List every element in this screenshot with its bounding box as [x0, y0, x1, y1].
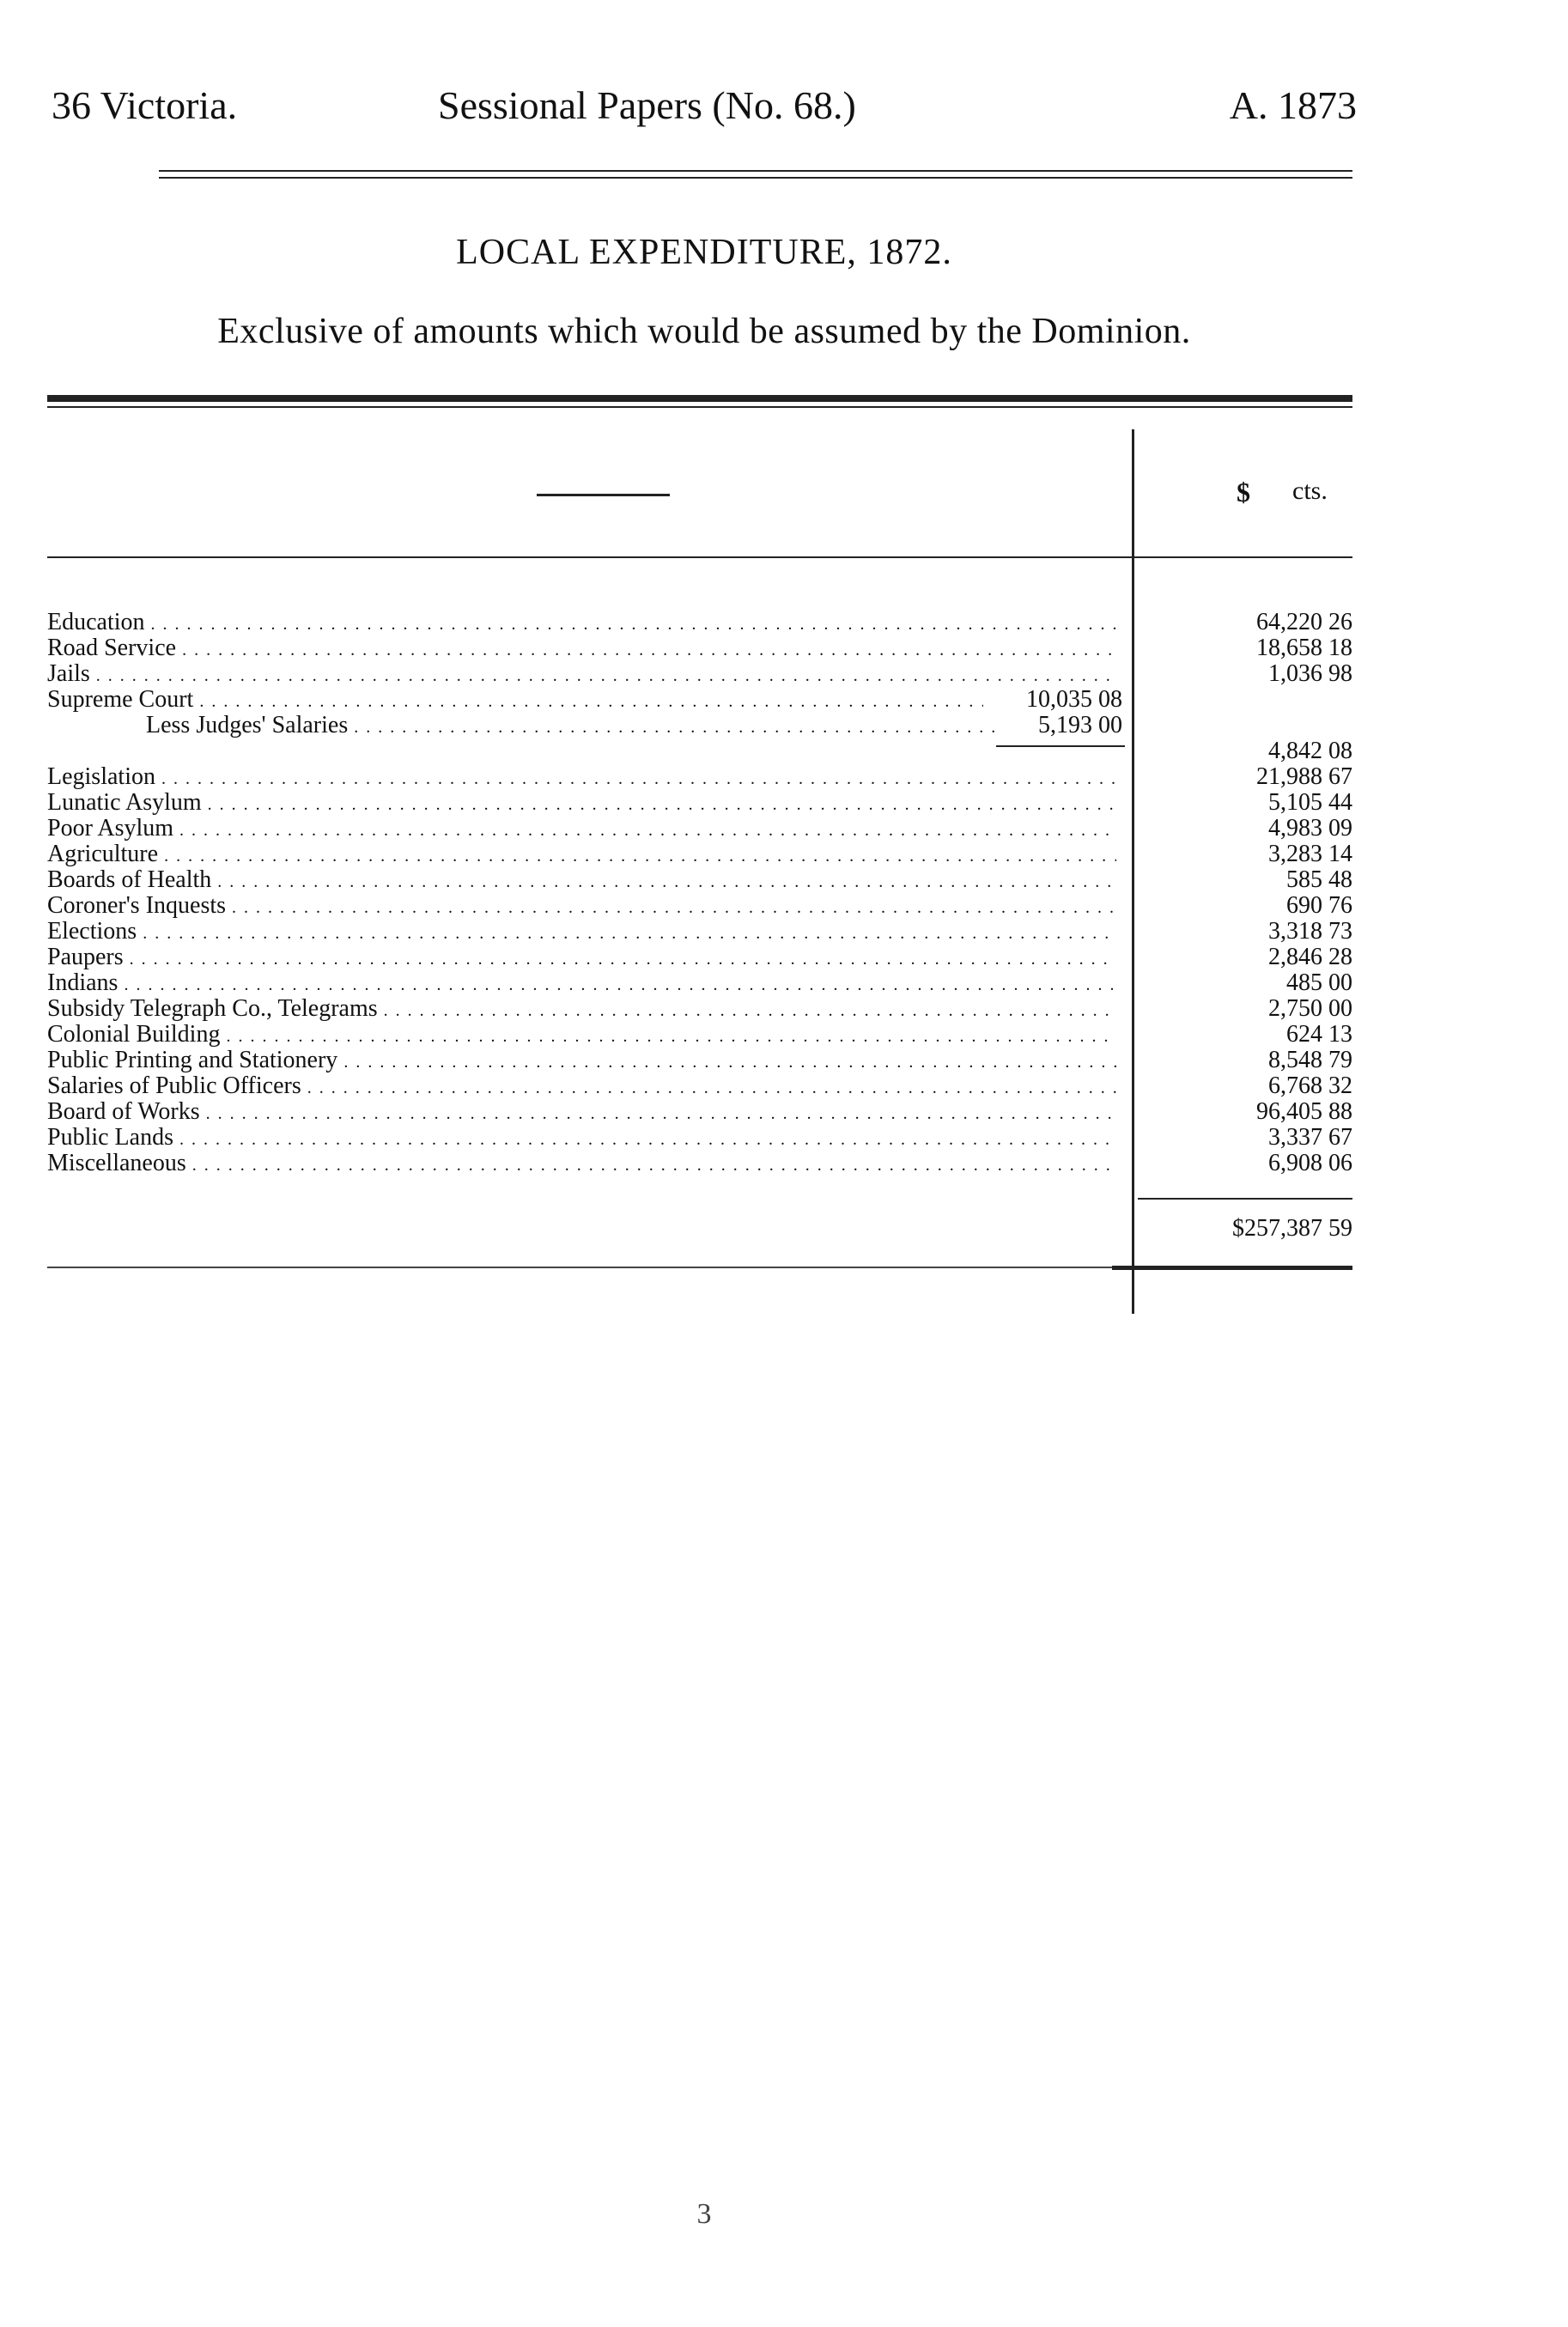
table-row	[47, 1022, 1352, 1048]
row-amount: 6,768 32	[1268, 1072, 1352, 1099]
row-label: Education . . .	[47, 610, 1116, 637]
row-label: Public Printing and Stationery . . .	[47, 1048, 1116, 1075]
header-rule	[159, 170, 1352, 179]
table-bottom-rule-heavy	[1112, 1266, 1352, 1270]
header-dollars: $	[1237, 477, 1250, 507]
page-number: 3	[696, 2198, 712, 2230]
row-label: Poor Asylum . . .	[47, 816, 1116, 843]
row-label: Road Service . . .	[47, 635, 1116, 663]
row-label: Legislation . . .	[47, 764, 1116, 792]
row-label: Colonial Building . . .	[47, 1022, 1116, 1049]
row-label: Board of Works . . .	[47, 1099, 1116, 1127]
running-head	[52, 82, 1357, 134]
table-row	[47, 713, 1352, 738]
row-label: Supreme Court . . .	[47, 687, 983, 714]
row-label: Agriculture . . .	[47, 841, 1116, 869]
table-row	[47, 816, 1352, 841]
row-amount: 585 48	[1286, 866, 1352, 893]
table-row	[47, 1125, 1352, 1151]
table-row	[47, 996, 1352, 1022]
page-title: LOCAL EXPENDITURE, 1872.	[456, 233, 952, 272]
row-label: Salaries of Public Officers . . .	[47, 1073, 1116, 1101]
table-row	[47, 738, 1352, 764]
page-subtitle: Exclusive of amounts which would be assumed by the Dominion.	[217, 312, 1191, 351]
table-row	[47, 610, 1352, 635]
header-dash	[537, 494, 670, 496]
row-amount: 4,842 08	[1268, 738, 1352, 764]
table-rows	[47, 610, 1352, 1176]
total-rule	[1138, 1198, 1352, 1200]
row-label: Miscellaneous . . .	[47, 1151, 1116, 1178]
row-amount: 4,983 09	[1268, 815, 1352, 841]
row-amount: 21,988 67	[1256, 763, 1352, 790]
expenditure-table	[47, 395, 1352, 1279]
row-amount: 3,318 73	[1268, 918, 1352, 945]
row-amount: 624 13	[1286, 1021, 1352, 1048]
row-amount: 18,658 18	[1256, 635, 1352, 661]
table-row	[47, 970, 1352, 996]
header-year: A. 1873	[1229, 83, 1357, 127]
table-row	[47, 1151, 1352, 1176]
table-row	[47, 1048, 1352, 1073]
row-label: Indians . . .	[47, 970, 1116, 998]
row-amount: 5,105 44	[1268, 789, 1352, 816]
row-amount: 2,846 28	[1268, 944, 1352, 970]
row-amount: 690 76	[1286, 892, 1352, 919]
row-amount: 8,548 79	[1268, 1047, 1352, 1073]
table-row	[47, 635, 1352, 661]
header-bottom-rule	[47, 556, 1352, 558]
table-row	[47, 687, 1352, 713]
table-row	[47, 1073, 1352, 1099]
row-label: Coroner's Inquests . . .	[47, 893, 1116, 920]
row-label: Lunatic Asylum . . .	[47, 790, 1116, 817]
row-amount: 96,405 88	[1256, 1098, 1352, 1125]
table-row	[47, 893, 1352, 919]
row-label: Jails . . .	[47, 661, 1116, 689]
row-amount: 3,337 67	[1268, 1124, 1352, 1151]
row-amount: 2,750 00	[1268, 995, 1352, 1022]
table-row	[47, 790, 1352, 816]
grand-total: $257,387 59	[1232, 1215, 1352, 1242]
table-row	[47, 764, 1352, 790]
table-row	[47, 919, 1352, 945]
table-top-rule-thin	[47, 406, 1352, 408]
row-amount: 64,220 26	[1256, 609, 1352, 635]
row-label: Paupers . . .	[47, 945, 1116, 972]
row-label: Elections . . .	[47, 919, 1116, 946]
header-session: 36 Victoria.	[52, 83, 238, 127]
row-inner-amount: 10,035 08	[1026, 686, 1122, 713]
table-top-rule	[47, 395, 1352, 402]
header-cents: cts.	[1292, 477, 1328, 505]
row-inner-amount: 5,193 00	[1038, 712, 1122, 738]
row-amount: 485 00	[1286, 969, 1352, 996]
row-amount: 6,908 06	[1268, 1150, 1352, 1176]
header-title: Sessional Papers (No. 68.)	[438, 83, 856, 127]
table-row	[47, 945, 1352, 970]
table-row	[47, 841, 1352, 867]
row-label: Subsidy Telegraph Co., Telegrams . . .	[47, 996, 1116, 1024]
row-label: Public Lands . . .	[47, 1125, 1116, 1152]
table-row	[47, 661, 1352, 687]
row-amount: 1,036 98	[1268, 660, 1352, 687]
row-amount: 3,283 14	[1268, 841, 1352, 867]
table-row	[47, 1099, 1352, 1125]
row-label: Less Judges' Salaries . . .	[146, 713, 996, 740]
row-label: Boards of Health . . .	[47, 867, 1116, 895]
table-row	[47, 867, 1352, 893]
